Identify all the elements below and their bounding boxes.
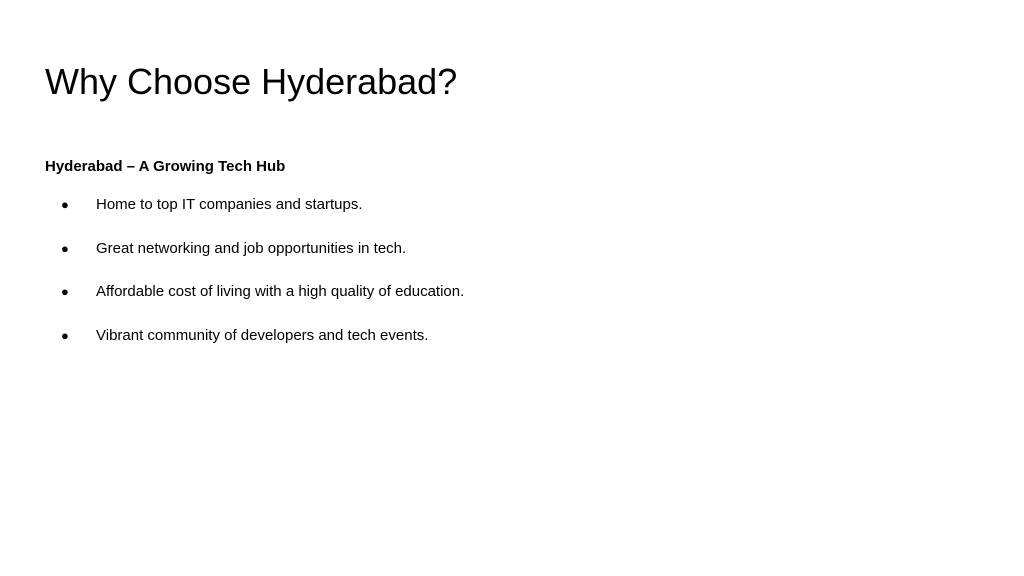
bullet-list — [0, 195, 1024, 369]
bullet-icon: ● — [61, 240, 69, 256]
bullet-text: Great networking and job opportunities in tech. — [96, 239, 407, 257]
bullet-icon: ● — [61, 197, 69, 212]
bullet-icon: ● — [61, 284, 69, 299]
section-heading: Hyderabad – A Growing Tech Hub — [45, 158, 286, 175]
bullet-text: Vibrant community of developers and tech events. — [96, 326, 429, 344]
list-item — [0, 239, 1024, 283]
bullet-text: Affordable cost of living with a high quality of education. — [96, 283, 465, 300]
list-item — [0, 195, 1024, 239]
bullet-text: Home to top IT companies and startups. — [96, 196, 363, 213]
list-item — [0, 326, 1024, 370]
slide-title: Why Choose Hyderabad? — [45, 61, 458, 102]
bullet-icon: ● — [61, 327, 69, 343]
list-item — [0, 282, 1024, 326]
